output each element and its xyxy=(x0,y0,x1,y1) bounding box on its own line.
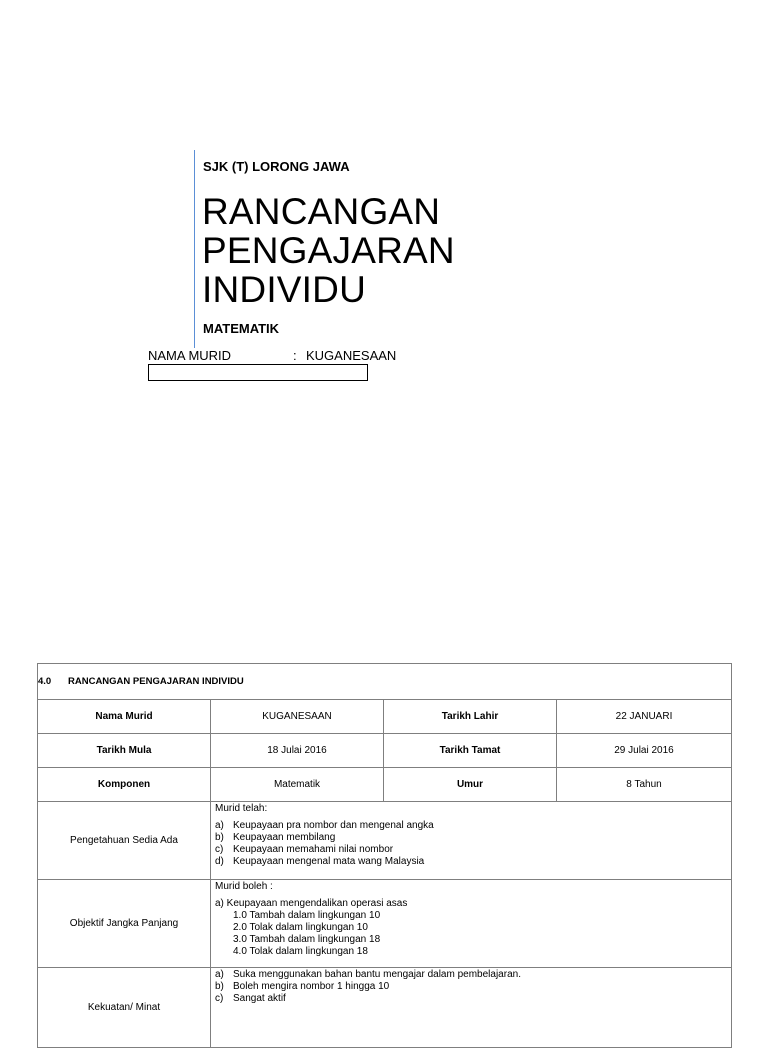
field-label: Tarikh Tamat xyxy=(384,734,557,768)
section-header-row xyxy=(38,664,732,700)
list-item: c) Keupayaan memahami nilai nombor xyxy=(215,844,394,855)
long-term-sublist xyxy=(215,910,727,958)
field-label: Nama Murid xyxy=(38,700,211,734)
strengths-label: Kekuatan/ Minat xyxy=(38,968,211,1048)
field-label: Umur xyxy=(384,768,557,802)
table-row xyxy=(38,700,732,734)
list-item: 4.0 Tolak dalam lingkungan 18 xyxy=(233,946,368,957)
title-line: INDIVIDU xyxy=(202,269,366,310)
prior-knowledge-label: Pengetahuan Sedia Ada xyxy=(38,802,211,880)
long-term-objective-row xyxy=(38,880,732,968)
subject-name: MATEMATIK xyxy=(203,321,280,336)
long-term-objective-content xyxy=(211,880,732,968)
document-title xyxy=(202,192,455,309)
student-name-label: NAMA MURID xyxy=(148,348,232,363)
field-value: 22 JANUARI xyxy=(557,700,732,734)
list-item: b) Boleh mengira nombor 1 hingga 10 xyxy=(215,981,390,992)
table-row xyxy=(38,734,732,768)
field-label: Tarikh Mula xyxy=(38,734,211,768)
list-item: c) Sangat aktif xyxy=(215,993,286,1004)
list-item: 1.0 Tambah dalam lingkungan 10 xyxy=(233,910,381,921)
long-term-item: a) Keupayaan mengendalikan operasi asas xyxy=(215,898,408,909)
list-item: 2.0 Tolak dalam lingkungan 10 xyxy=(233,922,368,933)
school-name: SJK (T) LORONG JAWA xyxy=(203,159,350,174)
long-term-objective-label: Objektif Jangka Panjang xyxy=(38,880,211,968)
cover-vertical-rule xyxy=(194,150,195,348)
student-name-box xyxy=(148,364,368,381)
prior-knowledge-row xyxy=(38,802,732,880)
field-label: Komponen xyxy=(38,768,211,802)
section-title: RANCANGAN PENGAJARAN INDIVIDU xyxy=(68,676,244,687)
field-label: Tarikh Lahir xyxy=(384,700,557,734)
strengths-row xyxy=(38,968,732,1048)
field-value: 29 Julai 2016 xyxy=(557,734,732,768)
student-name-value: KUGANESAAN xyxy=(306,348,397,363)
field-value: KUGANESAAN xyxy=(211,700,384,734)
list-item: a) Suka menggunakan bahan bantu mengajar dalam pembelajaran. xyxy=(215,969,521,980)
field-value: Matematik xyxy=(211,768,384,802)
long-term-intro: Murid boleh : xyxy=(215,881,273,892)
strengths-list xyxy=(215,969,727,1005)
strengths-content xyxy=(211,968,732,1048)
prior-knowledge-intro: Murid telah: xyxy=(215,803,268,814)
list-item: 3.0 Tambah dalam lingkungan 18 xyxy=(233,934,381,945)
section-number: 4.0 xyxy=(38,676,52,687)
field-value: 18 Julai 2016 xyxy=(211,734,384,768)
list-item: b) Keupayaan membilang xyxy=(215,832,336,843)
prior-knowledge-list xyxy=(215,820,727,868)
student-name-line xyxy=(148,348,396,363)
table-row xyxy=(38,768,732,802)
rpi-table xyxy=(37,663,732,1048)
section-header xyxy=(38,664,732,700)
list-item: a) Keupayaan pra nombor dan mengenal angka xyxy=(215,820,434,831)
title-line: RANCANGAN xyxy=(202,191,441,232)
title-line: PENGAJARAN xyxy=(202,230,455,271)
field-value: 8 Tahun xyxy=(557,768,732,802)
list-item: d) Keupayaan mengenal mata wang Malaysia xyxy=(215,856,425,867)
student-name-separator: : xyxy=(293,348,297,363)
prior-knowledge-content xyxy=(211,802,732,880)
